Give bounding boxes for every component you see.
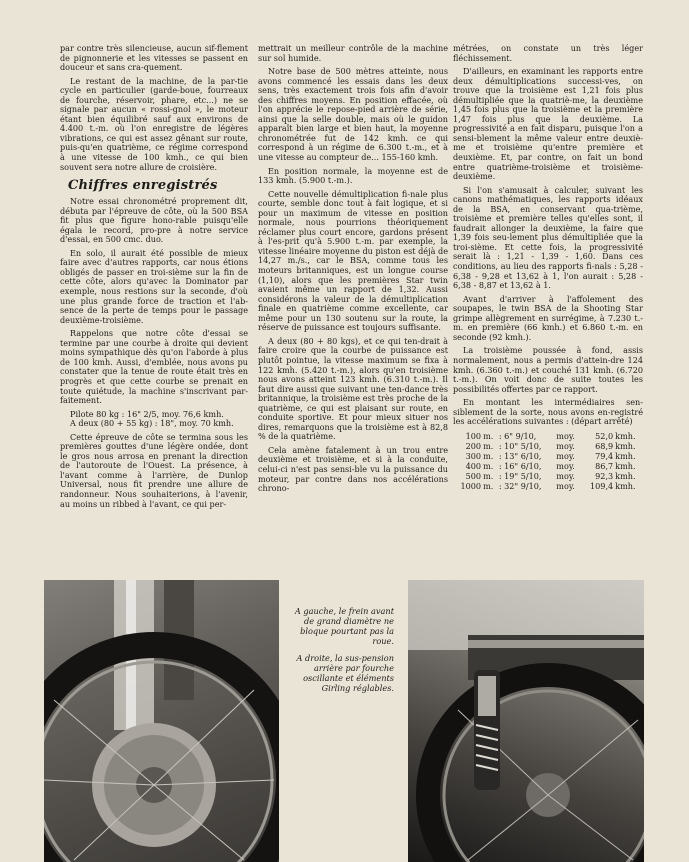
time-cell: : 13" 6/10,: [498, 450, 542, 461]
moy-cell: moy.: [556, 470, 575, 481]
unit-cell: m.: [483, 440, 494, 451]
moy-cell: moy.: [556, 460, 575, 471]
speed-cell: 52,0: [595, 430, 614, 441]
moy-cell: moy.: [556, 450, 575, 461]
paragraph: D'ailleurs, en examinant les rapports entre deux démultiplications successi-ves, on trouve que la troisième est 1,21 fois plus démultipliée que la quatriè-me, la deuxième 1,45 fois plus que la troisième et la première 1,47 fois plus que la deuxième. La progressivité a en fait disparu, puisque l'on a sensi-blement la même valeur entre deuxiè-me et troisième qu'entre première et deuxième. Et, par contre, on fait un bond entre quatrième-troisième et troisième-deuxième.: [453, 66, 643, 182]
table-row: [453, 451, 643, 461]
unit-cell: m.: [483, 430, 494, 441]
distance-cell: 200: [465, 440, 482, 451]
moy-cell: moy.: [556, 440, 575, 451]
paragraph: Notre essai chronométré proprement dit, débuta par l'épreuve de côte, où la 500 BSA fit plus que figure hono-rable puisqu'elle égala le record, pro-pre à notre service d'essai, en 500 cmc. duo.: [60, 196, 248, 245]
time-cell: : 10" 5/10,: [498, 440, 542, 451]
moy-cell: moy.: [556, 430, 575, 441]
kmh-cell: kmh.: [615, 460, 636, 471]
right-photo-caption: A droite, la sus-pension arrière par fourche oscillante et éléments Girling réglables.: [296, 653, 394, 693]
distance-cell: 400: [465, 460, 482, 471]
time-cell: : 16" 6/10,: [498, 460, 542, 471]
speed-cell: 109,4: [590, 480, 614, 491]
paragraph: par contre très silencieuse, aucun sif-flement de pignonnerie et les vitesses se passent en douceur et sans cra-quement.: [60, 43, 248, 73]
paragraph: Cette nouvelle démultiplication fi-nale plus courte, semble donc tout à fait logique, et si pour un maximum de vitesse en position normale, nous pourrions théoriquement réclamer plus court encore, gardons présent à l'es-prit qu'à 5.900 t.-m. par exemple, la vitesse linéaire moyenne du piston est déjà de 14,27 m./s., car le BSA, comme tous les moteurs britanniques, est un longue course (1,10), alors que les premières Star twin avaient même un rapport de 1,32. Aussi considérons la valeur de la démultiplication finale en quatrième comme excellente, car même pour un 130 soutenu sur la route, la réserve de puissance est toujours suffisante.: [258, 188, 448, 333]
table-row: [453, 461, 643, 471]
kmh-cell: kmh.: [615, 430, 636, 441]
unit-cell: m.: [483, 470, 494, 481]
table-row: [453, 471, 643, 481]
distance-cell: 300: [465, 450, 482, 461]
paragraph: Le restant de la machine, de la par-tie cycle en particulier (garde-boue, fourreaux de fourche, réservoir, phare, etc...) ne se signale par aucun « rossi-gnol », le moteur étant bien équilibré sauf aux environs de 4.400 t.-m. où l'on enregistre de légères vibrations, ce qui est assez gênant sur route, puis-qu'en quatrième, ce régime correspond à une vitesse de 100 kmh., ce qui bien souvent sera notre allure de croisière.: [60, 75, 248, 172]
acceleration-table: [453, 431, 643, 491]
paragraph: En solo, il aurait été possible de mieux faire avec d'autres rapports, car nous étions obligés de passer en troi-sième sur la fin de cette côte, alors qu'avec la Dominator par exemple, nous restions sur la seconde, d'où une plus grande force de traction et l'ab-sence de la perte de temps pour le passage deuxième-troisième.: [60, 247, 248, 325]
paragraph: mettrait un meilleur contrôle de la machine sur sol humide.: [258, 43, 448, 63]
speed-cell: 68,9: [595, 440, 614, 451]
result-line: Pilote 80 kg : 16" 2/5, moy. 76,6 kmh.: [70, 408, 224, 419]
distance-cell: 1000: [460, 480, 482, 491]
moy-cell: moy.: [556, 480, 575, 491]
unit-cell: m.: [483, 450, 494, 461]
distance-cell: 500: [465, 470, 482, 481]
unit-cell: m.: [483, 460, 494, 471]
paragraph: métrées, on constate un très léger fléchissement.: [453, 43, 643, 63]
time-cell: : 6" 9/10,: [498, 430, 537, 441]
paragraph: A deux (80 + 80 kgs), et ce qui ten-drait à faire croire que la courbe de puissance est plutôt pointue, la vitesse maximum se fixa à 122 kmh. (5.420 t.-m.), alors qu'en troisième nous avons atteint 123 kmh. (6.310 t.-m.). Il faut dire aussi que suivant une ten-dance très britannique, la troisième est très proche de la quatrième, ce qui est plaisant sur route, en conduite sportive. Et pour mieux situer nos dires, remarquons que la troisième est à 82,8 % de la quatrième.: [258, 335, 448, 442]
speed-cell: 86,7: [595, 460, 614, 471]
left-photo-caption: A gauche, le frein avant de grand diamètre ne bloque pourtant pas la roue.: [294, 606, 394, 646]
speed-cell: 92,3: [595, 470, 614, 481]
front-brake-photo: [44, 580, 279, 862]
section-heading: Chiffres enregistrés: [68, 178, 218, 194]
result-line: A deux (80 + 55 kg) : 18", moy. 70 kmh.: [70, 418, 234, 429]
photo-captions: [290, 606, 394, 700]
speed-cell: 79,4: [595, 450, 614, 461]
paragraph: Si l'on s'amusait à calculer, suivant les canons mathématiques, les rapports idéaux de la BSA, en conservant qua-trième, troisième et première telles qu'elles sont, il faudrait allonger la deuxième, la faire que 1,39 fois seu-lement plus démultipliée que la troi-sième. Et cette fois, la progressivité serait là : 1,21 - 1,39 - 1,60. Dans ces conditions, au lieu des rapports fi-nals : 5,28 - 6,38 - 9,28 et 13,62 à 1, l'on aurait : 5,28 - 6,38 - 8,87 et 13,62 à 1.: [453, 184, 643, 291]
front-wheel-illustration: [44, 580, 279, 862]
kmh-cell: kmh.: [615, 440, 636, 451]
paragraph: Cela amène fatalement à un trou entre deuxième et troisième, et si à la conduite, celui-ci n'est pas sensi-ble vu la puissance du moteur, par contre dans nos accélérations chrono-: [258, 444, 448, 494]
kmh-cell: kmh.: [615, 480, 636, 491]
rear-suspension-photo: [408, 580, 644, 862]
time-cell: : 32" 9/10,: [498, 480, 542, 491]
paragraph: Notre base de 500 mètres atteinte, nous avons commencé les essais dans les deux sens, très exactement trois fois afin d'avoir des chiffres moyens. En position effacée, où l'on apprécie le repose-pied arrière de série, ainsi que la selle double, mais où le guidon apparaît bien large et bien haut, la moyenne chronométrée fut de 142 kmh. ce qui correspond à un régime de 6.300 t.-m., et à une vitesse au compteur de... 155-160 kmh.: [258, 66, 448, 163]
paragraph: En montant les intermédiaires sen-siblement de la sorte, nous avons en-registré les accélérations suivantes : (départ arrêté): [453, 397, 643, 427]
paragraph: Rappelons que notre côte d'essai se termine par une courbe à droite qui devient moins sympathique dès qu'on l'aborde à plus de 100 kmh. Aussi, d'emblée, nous avons pu constater que la tenue de route était très en progrès et que cette courbe se prenait en toute quiétude, la machine s'inscrivant par-faitement.: [60, 328, 248, 406]
text-column-1: [60, 44, 248, 513]
time-cell: : 19" 5/10,: [498, 470, 542, 481]
kmh-cell: kmh.: [615, 450, 636, 461]
text-column-2: [258, 44, 448, 498]
paragraph: La troisième poussée à fond, assis normalement, nous a permis d'attein-dre 124 kmh. (6.360 t.-m.) et couché 131 kmh. (6.720 t.-m.). On voit donc de suite toutes les possibilités offertes par ce rapport.: [453, 345, 643, 394]
distance-cell: 100: [465, 430, 482, 441]
paragraph: En position normale, la moyenne est de 133 kmh. (5.900 t.-m.).: [258, 165, 448, 186]
rear-wheel-illustration: [408, 580, 644, 862]
paragraph: Cette épreuve de côte se termina sous les premières gouttes d'une légère ondée, dont le gros nous arrosa en prenant la direction de l'autoroute de l'Ouest. La présence, à l'avant comme à l'arrière, de Dunlop Universal, nous fit prendre une allure de randonneur. Nous souhaiterions, à l'avenir, au moins un ribbed à l'avant, ce qui per-: [60, 431, 248, 509]
kmh-cell: kmh.: [615, 470, 636, 481]
paragraph: Avant d'arriver à l'affolement des soupapes, le twin BSA de la Shooting Star grimpe allègrement en surrégime, à 7.230 t.-m. en première (66 kmh.) et 6.860 t.-m. en seconde (92 kmh.).: [453, 293, 643, 342]
unit-cell: m.: [483, 480, 494, 491]
table-row: [453, 481, 643, 491]
table-row: [453, 431, 643, 441]
text-column-3: [453, 44, 643, 491]
table-row: [453, 441, 643, 451]
